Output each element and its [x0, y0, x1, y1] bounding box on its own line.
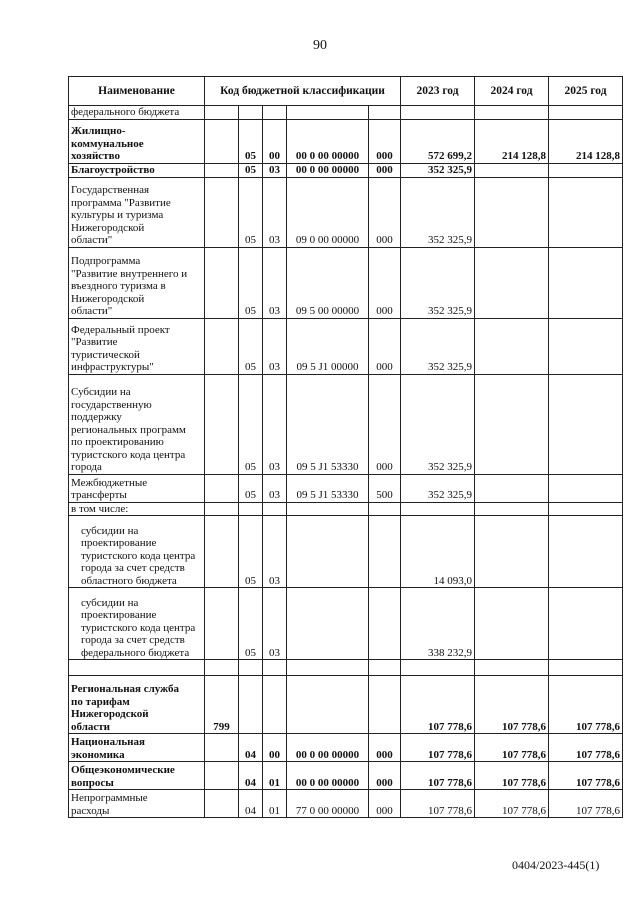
cell-csr: [287, 588, 369, 660]
cell-ved: [205, 734, 239, 762]
cell-y2023: 107 778,6: [401, 676, 475, 734]
cell-y2025: [549, 660, 623, 676]
cell-y2023: 352 325,9: [401, 163, 475, 177]
cell-y2025: 214 128,8: [549, 119, 623, 163]
cell-rz: 05: [239, 177, 263, 247]
cell-ved: [205, 247, 239, 318]
cell-ved: [205, 502, 239, 516]
cell-csr: [287, 676, 369, 734]
cell-vr: 000: [369, 247, 401, 318]
cell-y2025: 107 778,6: [549, 790, 623, 818]
cell-pr: 03: [263, 588, 287, 660]
cell-y2025: [549, 502, 623, 516]
cell-name: Непрограммные расходы: [69, 790, 205, 818]
cell-y2024: [475, 106, 549, 120]
cell-y2024: [475, 502, 549, 516]
cell-rz: 04: [239, 762, 263, 790]
table-row: [69, 374, 623, 474]
cell-name: Государственная программа "Развитие культуры и туризма Нижегородской области": [69, 177, 205, 247]
cell-pr: 03: [263, 474, 287, 502]
cell-name: Федеральный проект "Развитие туристической инфраструктуры": [69, 318, 205, 374]
cell-csr: [287, 106, 369, 120]
cell-ved: [205, 474, 239, 502]
cell-ved: [205, 177, 239, 247]
cell-name: Субсидии на государственную поддержку региональных программ по проектированию туристского кода центра города: [69, 374, 205, 474]
cell-name: Общеэкономические вопросы: [69, 762, 205, 790]
cell-y2025: [549, 516, 623, 588]
cell-vr: 000: [369, 734, 401, 762]
cell-vr: 000: [369, 119, 401, 163]
cell-pr: [263, 660, 287, 676]
header-name: Наименование: [69, 77, 205, 106]
cell-name: Жилищно- коммунальное хозяйство: [69, 119, 205, 163]
cell-pr: 03: [263, 163, 287, 177]
cell-vr: 000: [369, 163, 401, 177]
cell-y2024: 214 128,8: [475, 119, 549, 163]
cell-y2023: 107 778,6: [401, 734, 475, 762]
table-row: [69, 474, 623, 502]
cell-pr: [263, 106, 287, 120]
cell-ved: [205, 588, 239, 660]
cell-rz: 05: [239, 163, 263, 177]
cell-name: в том числе:: [69, 502, 205, 516]
cell-vr: [369, 502, 401, 516]
cell-csr: 09 5 00 00000: [287, 247, 369, 318]
cell-vr: 500: [369, 474, 401, 502]
cell-rz: [239, 502, 263, 516]
budget-table: [68, 76, 623, 818]
cell-rz: 05: [239, 318, 263, 374]
table-row: [69, 588, 623, 660]
cell-y2023: 572 699,2: [401, 119, 475, 163]
cell-y2024: [475, 177, 549, 247]
cell-y2023: 107 778,6: [401, 790, 475, 818]
cell-y2024: 107 778,6: [475, 676, 549, 734]
cell-pr: 01: [263, 762, 287, 790]
header-2024: 2024 год: [475, 77, 549, 106]
cell-rz: 05: [239, 474, 263, 502]
cell-ved: [205, 374, 239, 474]
cell-vr: [369, 516, 401, 588]
cell-ved: [205, 119, 239, 163]
cell-vr: 000: [369, 790, 401, 818]
cell-y2023: 352 325,9: [401, 374, 475, 474]
cell-y2024: 107 778,6: [475, 734, 549, 762]
table-row: [69, 502, 623, 516]
cell-ved: [205, 790, 239, 818]
cell-ved: 799: [205, 676, 239, 734]
cell-csr: 00 0 00 00000: [287, 163, 369, 177]
cell-vr: [369, 660, 401, 676]
cell-vr: [369, 676, 401, 734]
table-row: [69, 318, 623, 374]
cell-csr: 09 5 J1 53330: [287, 374, 369, 474]
cell-rz: [239, 676, 263, 734]
cell-y2025: [549, 588, 623, 660]
cell-csr: 09 0 00 00000: [287, 177, 369, 247]
cell-y2025: [549, 474, 623, 502]
cell-csr: 00 0 00 00000: [287, 762, 369, 790]
cell-pr: [263, 502, 287, 516]
cell-y2025: [549, 177, 623, 247]
cell-y2025: [549, 247, 623, 318]
cell-y2023: [401, 502, 475, 516]
table-row: [69, 762, 623, 790]
cell-rz: [239, 106, 263, 120]
cell-pr: 03: [263, 374, 287, 474]
cell-rz: [239, 660, 263, 676]
cell-ved: [205, 762, 239, 790]
table-row: [69, 247, 623, 318]
cell-csr: [287, 660, 369, 676]
cell-csr: 09 5 J1 53330: [287, 474, 369, 502]
cell-pr: 01: [263, 790, 287, 818]
header-code: Код бюджетной классификации: [205, 77, 401, 106]
cell-name: [69, 660, 205, 676]
document-code: 0404/2023-445(1): [512, 858, 600, 872]
cell-y2025: 107 778,6: [549, 676, 623, 734]
cell-y2023: 352 325,9: [401, 177, 475, 247]
cell-y2024: [475, 247, 549, 318]
table-row: [69, 163, 623, 177]
header-2025: 2025 год: [549, 77, 623, 106]
cell-y2023: 352 325,9: [401, 247, 475, 318]
cell-y2024: [475, 318, 549, 374]
header-2023: 2023 год: [401, 77, 475, 106]
cell-vr: 000: [369, 318, 401, 374]
cell-y2023: 338 232,9: [401, 588, 475, 660]
page-number: 90: [313, 38, 327, 53]
cell-y2025: 107 778,6: [549, 762, 623, 790]
cell-y2024: [475, 588, 549, 660]
cell-name: субсидии на проектирование туристского кода центра города за счет средств федерального бюджета: [69, 588, 205, 660]
cell-csr: 00 0 00 00000: [287, 734, 369, 762]
cell-pr: 03: [263, 247, 287, 318]
cell-rz: 05: [239, 119, 263, 163]
table-row: [69, 660, 623, 676]
cell-name: Подпрограмма "Развитие внутреннего и въездного туризма в Нижегородской области": [69, 247, 205, 318]
cell-name: субсидии на проектирование туристского кода центра города за счет средств областного бюджета: [69, 516, 205, 588]
cell-pr: 03: [263, 318, 287, 374]
cell-name: федерального бюджета: [69, 106, 205, 120]
cell-vr: [369, 106, 401, 120]
cell-y2024: [475, 516, 549, 588]
cell-rz: 04: [239, 790, 263, 818]
cell-csr: 09 5 J1 00000: [287, 318, 369, 374]
cell-y2023: [401, 660, 475, 676]
cell-name: Межбюджетные трансферты: [69, 474, 205, 502]
cell-vr: 000: [369, 374, 401, 474]
cell-y2023: 352 325,9: [401, 474, 475, 502]
cell-y2024: 107 778,6: [475, 762, 549, 790]
cell-csr: [287, 516, 369, 588]
cell-rz: 04: [239, 734, 263, 762]
cell-y2023: 352 325,9: [401, 318, 475, 374]
cell-rz: 05: [239, 374, 263, 474]
cell-name: Региональная служба по тарифам Нижегородской области: [69, 676, 205, 734]
cell-y2024: [475, 163, 549, 177]
cell-y2025: [549, 106, 623, 120]
cell-y2023: [401, 106, 475, 120]
cell-csr: [287, 502, 369, 516]
table-body: [69, 106, 623, 818]
cell-pr: 00: [263, 119, 287, 163]
cell-csr: 00 0 00 00000: [287, 119, 369, 163]
cell-name: Благоустройство: [69, 163, 205, 177]
table-header-row: [69, 77, 623, 106]
cell-vr: 000: [369, 177, 401, 247]
cell-y2023: 14 093,0: [401, 516, 475, 588]
cell-y2025: [549, 374, 623, 474]
cell-y2025: [549, 163, 623, 177]
cell-y2024: [475, 374, 549, 474]
table-row: [69, 516, 623, 588]
table-row: [69, 676, 623, 734]
cell-name: Национальная экономика: [69, 734, 205, 762]
cell-y2025: 107 778,6: [549, 734, 623, 762]
cell-pr: [263, 676, 287, 734]
cell-ved: [205, 660, 239, 676]
cell-pr: 03: [263, 516, 287, 588]
cell-pr: 03: [263, 177, 287, 247]
cell-vr: 000: [369, 762, 401, 790]
cell-rz: 05: [239, 516, 263, 588]
cell-vr: [369, 588, 401, 660]
cell-csr: 77 0 00 00000: [287, 790, 369, 818]
cell-ved: [205, 163, 239, 177]
table-row: [69, 177, 623, 247]
table-row: [69, 734, 623, 762]
cell-y2024: 107 778,6: [475, 790, 549, 818]
cell-rz: 05: [239, 247, 263, 318]
table-row: [69, 119, 623, 163]
cell-ved: [205, 106, 239, 120]
cell-ved: [205, 318, 239, 374]
table-row: [69, 790, 623, 818]
cell-y2023: 107 778,6: [401, 762, 475, 790]
cell-rz: 05: [239, 588, 263, 660]
cell-ved: [205, 516, 239, 588]
cell-y2024: [475, 660, 549, 676]
table-row: [69, 106, 623, 120]
cell-pr: 00: [263, 734, 287, 762]
cell-y2024: [475, 474, 549, 502]
cell-y2025: [549, 318, 623, 374]
